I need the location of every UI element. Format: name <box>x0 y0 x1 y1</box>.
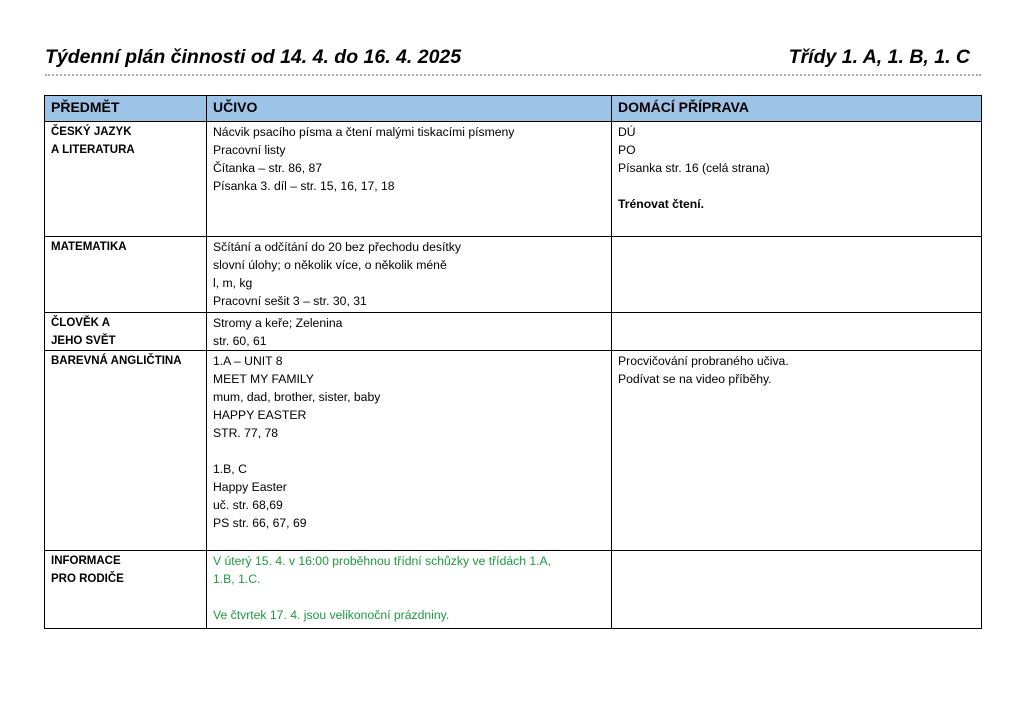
homework-cell <box>612 351 982 551</box>
classes-title: Třídy 1. A, 1. B, 1. C <box>788 46 970 68</box>
subject-cell <box>45 551 207 629</box>
subject-cell <box>45 122 207 237</box>
subject-line: PRO RODIČE <box>51 573 124 585</box>
subject-cell <box>45 237 207 313</box>
subject-line: BAREVNÁ ANGLIČTINA <box>51 355 182 367</box>
content-line: MEET MY FAMILY <box>213 372 314 386</box>
subject-line: JEHO SVĚT <box>51 335 116 347</box>
spacer <box>618 177 975 195</box>
table-row-math <box>45 237 982 313</box>
spacer <box>213 588 605 606</box>
content-line: STR. 77, 78 <box>213 426 279 440</box>
content-line: Happy Easter <box>213 480 287 494</box>
subject-cell <box>45 313 207 351</box>
subject-line: INFORMACE <box>51 555 121 567</box>
column-header-homework: DOMÁCÍ PŘÍPRAVA <box>612 96 982 122</box>
table-row-world <box>45 313 982 351</box>
content-cell <box>207 313 612 351</box>
homework-cell <box>612 551 982 629</box>
content-line: Stromy a keře; Zelenina <box>213 316 343 330</box>
weekly-plan-table <box>44 95 982 629</box>
table-row-czech <box>45 122 982 237</box>
column-header-subject: PŘEDMĚT <box>45 96 207 122</box>
table-row-english <box>45 351 982 551</box>
content-line: Sčítání a odčítání do 20 bez přechodu desítky <box>213 240 461 254</box>
homework-line: Písanka str. 16 (celá strana) <box>618 161 770 175</box>
info-line: V úterý 15. 4. v 16:00 proběhnou třídní schůzky ve třídách 1.A, <box>213 554 552 568</box>
homework-line: Procvičování probraného učiva. <box>618 354 789 368</box>
column-header-content: UČIVO <box>207 96 612 122</box>
content-line: uč. str. 68,69 <box>213 498 283 512</box>
content-line: Písanka 3. díl – str. 15, 16, 17, 18 <box>213 179 395 193</box>
content-cell <box>207 122 612 237</box>
homework-line: Podívat se na video příběhy. <box>618 372 772 386</box>
info-line: Ve čtvrtek 17. 4. jsou velikonoční prázdniny. <box>213 608 450 622</box>
content-cell <box>207 551 612 629</box>
subject-line: ČESKÝ JAZYK <box>51 126 132 138</box>
subject-line: A LITERATURA <box>51 144 135 156</box>
subject-line: ČLOVĚK A <box>51 317 110 329</box>
homework-line: Trénovat čtení. <box>618 197 705 211</box>
homework-cell <box>612 122 982 237</box>
content-line: l, m, kg <box>213 276 253 290</box>
content-line: Čítanka – str. 86, 87 <box>213 161 323 175</box>
dotted-divider <box>45 74 981 76</box>
content-cell <box>207 351 612 551</box>
content-line: mum, dad, brother, sister, baby <box>213 390 381 404</box>
info-line: 1.B, 1.C. <box>213 572 261 586</box>
homework-cell <box>612 237 982 313</box>
content-line: Pracovní listy <box>213 143 286 157</box>
page-title: Týdenní plán činnosti od 14. 4. do 16. 4. 2025 <box>45 46 462 68</box>
content-line: Pracovní sešit 3 – str. 30, 31 <box>213 294 367 308</box>
content-line: 1.A – UNIT 8 <box>213 354 283 368</box>
content-line: Nácvik psacího písma a čtení malými tiskacími písmeny <box>213 125 515 139</box>
homework-line: PO <box>618 143 636 157</box>
content-line: PS str. 66, 67, 69 <box>213 516 307 530</box>
subject-line: MATEMATIKA <box>51 241 127 253</box>
content-line: HAPPY EASTER <box>213 408 307 422</box>
homework-cell <box>612 313 982 351</box>
table-header-row <box>45 96 982 122</box>
spacer <box>213 442 605 460</box>
content-line: 1.B, C <box>213 462 247 476</box>
content-line: str. 60, 61 <box>213 334 267 348</box>
table-row-parents-info <box>45 551 982 629</box>
homework-line: DÚ <box>618 125 636 139</box>
content-line: slovní úlohy; o několik více, o několik méně <box>213 258 447 272</box>
subject-cell <box>45 351 207 551</box>
content-cell <box>207 237 612 313</box>
